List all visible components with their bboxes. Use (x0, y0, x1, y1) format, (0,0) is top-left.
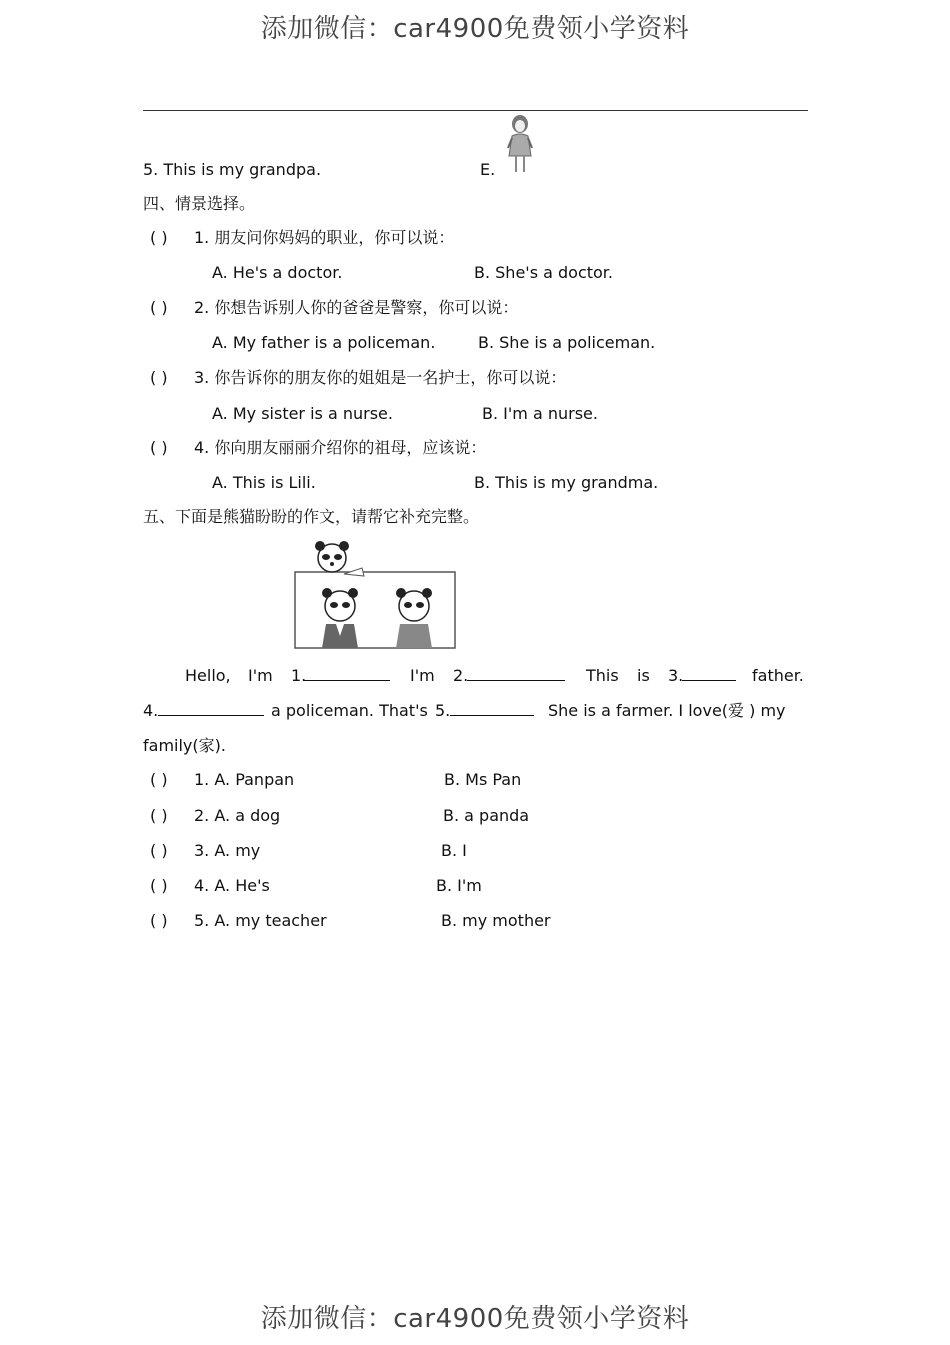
passage-hello: Hello, (185, 666, 231, 685)
panda-family-illustration (292, 540, 458, 650)
answer-paren: ( ) (150, 841, 168, 860)
divider-line (143, 110, 808, 111)
passage-father: father. (752, 666, 804, 685)
passage-this: This (586, 666, 619, 685)
q4-3-option-a: A. My sister is a nurse. (212, 404, 393, 423)
blank-number-1: 1. (291, 666, 307, 685)
passage-is: is (637, 666, 650, 685)
q4-1-option-a: A. He's a doctor. (212, 263, 343, 282)
answer-paren: ( ) (150, 368, 168, 387)
q4-1-option-b: B. She's a doctor. (474, 263, 613, 282)
answer-paren: ( ) (150, 911, 168, 930)
choice-3-b: B. I (441, 841, 467, 860)
match-sentence: 5. This is my grandpa. (143, 160, 322, 179)
passage-im: I'm (248, 666, 273, 685)
blank-1[interactable] (304, 666, 390, 681)
q4-2-option-b: B. She is a policeman. (478, 333, 656, 352)
choice-5-b: B. my mother (441, 911, 551, 930)
choice-4-a: 4. A. He's (194, 876, 270, 895)
passage-im: I'm (410, 666, 435, 685)
q4-4-option-a: A. This is Lili. (212, 473, 316, 492)
q4-2-stem: 2. 你想告诉别人你的爸爸是警察，你可以说： (194, 298, 519, 317)
choice-3-a: 3. A. my (194, 841, 261, 860)
passage-a-policeman: a policeman. That's (271, 701, 428, 720)
passage-farmer: She is a farmer. I love(爱 ) my (548, 701, 786, 720)
blank-number-2: 2. (453, 666, 469, 685)
passage-family: family(家). (143, 736, 226, 755)
match-letter: E. (480, 160, 496, 179)
choice-4-b: B. I'm (436, 876, 482, 895)
answer-paren: ( ) (150, 770, 168, 789)
girl-illustration (503, 114, 537, 176)
blank-5[interactable] (450, 701, 534, 716)
choice-5-a: 5. A. my teacher (194, 911, 327, 930)
choice-2-b: B. a panda (443, 806, 530, 825)
blank-number-3: 3. (668, 666, 684, 685)
q4-3-stem: 3. 你告诉你的朋友你的姐姐是一名护士，你可以说： (194, 368, 567, 387)
section4-title: 四、情景选择。 (143, 194, 256, 213)
blank-2[interactable] (467, 666, 565, 681)
section5-title: 五、下面是熊猫盼盼的作文，请帮它补充完整。 (143, 507, 480, 526)
answer-paren: ( ) (150, 228, 168, 247)
blank-number-5: 5. (435, 701, 451, 720)
q4-4-option-b: B. This is my grandma. (474, 473, 659, 492)
answer-paren: ( ) (150, 298, 168, 317)
blank-number-4: 4. (143, 701, 159, 720)
choice-1-b: B. Ms Pan (444, 770, 522, 789)
choice-1-a: 1. A. Panpan (194, 770, 295, 789)
q4-1-stem: 1. 朋友问你妈妈的职业，你可以说： (194, 228, 455, 247)
answer-paren: ( ) (150, 438, 168, 457)
blank-3[interactable] (682, 666, 736, 681)
q4-3-option-b: B. I'm a nurse. (482, 404, 598, 423)
blank-4[interactable] (158, 701, 264, 716)
watermark-bottom: 添加微信：car4900免费领小学资料 (260, 1304, 690, 1334)
answer-paren: ( ) (150, 876, 168, 895)
q4-2-option-a: A. My father is a policeman. (212, 333, 436, 352)
watermark-top: 添加微信：car4900免费领小学资料 (260, 14, 690, 44)
choice-2-a: 2. A. a dog (194, 806, 281, 825)
answer-paren: ( ) (150, 806, 168, 825)
q4-4-stem: 4. 你向朋友丽丽介绍你的祖母，应该说： (194, 438, 487, 457)
